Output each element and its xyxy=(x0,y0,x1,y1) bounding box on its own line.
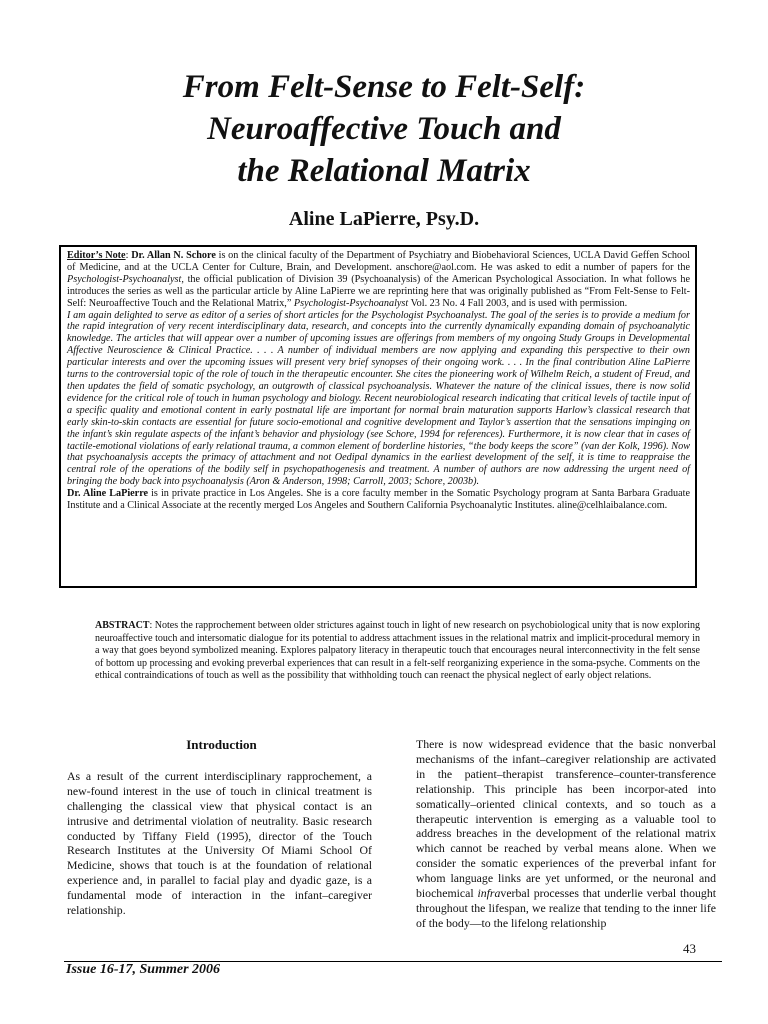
author-bio: Dr. Aline LaPierre is in private practice in Los Angeles. She is a core faculty member in the Somatic Psychology program at Santa Barbara Graduate Institute and a Clinical Associate at the recently merged Los Angeles and Southern California Psychoanalytic Institutes. aline@celhlaibalance.com. xyxy=(67,488,690,512)
editors-note-body: I am again delighted to serve as editor of a series of short articles for the Psychologist Psychoanalyst. The goal of the series is to provide a medium for the rapid integration of very recent interdisciplinary data, research, and concepts into the currently dynamically expanding domain of psychoanalytic knowledge. The articles that will appear over a number of upcoming issues are offerings from members of my ongoing Study Groups in Developmental Affective Neuroscience & Clinical Practice. . . . A number of individual members are now applying and expanding this perspective to their own particular interests and over the upcoming issues will present very brief synopses of their ongoing work. . . . In the final contribution Aline LaPierre turns to the controversial topic of the role of touch in the therapeutic encounter. She cites the pioneering work of Wilhelm Reich, a student of Freud, and then updates the field of somatic psychology, an outgrowth of classical psychoanalysis. Whatever the nature of the clinical issues, there is now solid evidence for the critical role of touch in human psychology and biology. Recent neurobiological research indicating that critical levels of tactile input of a specific quality and emotional content in early postnatal life are important for normal brain maturation supports Harlow’s classical research that early skin-to-skin contacts are essential for future socio-emotional and cognitive development and Taylor’s assertion that the sensations impinging on the infant’s skin regulate aspects of the infant’s behavior and physiology (see Schore, 1994 for references). Furthermore, it is now clear that in cases of tactile-emotional violations of early relational trauma, a common element of borderline histories, “the body keeps the score” (van der Kolk, 1996). Now that psychoanalysis accepts the primacy of attachment and not Oedipal dynamics in the earliest development of the self, it is time to reappraise the central role of the operations of the bodily self in psychopathogenesis and treatment. A number of authors are now addressing the urgent need of bringing the body back into psychoanalysis (Aron & Anderson, 1998; Carroll, 2003; Schore, 2003b). xyxy=(67,309,690,488)
title-line-1: From Felt-Sense to Felt-Self: xyxy=(182,69,586,105)
introduction-heading: Introduction xyxy=(186,737,257,752)
footer-issue: Issue 16-17, Summer 2006 xyxy=(66,962,221,977)
right-column xyxy=(416,737,716,930)
author-byline: Aline LaPierre, Psy.D. xyxy=(288,208,480,230)
abstract-label: ABSTRACT xyxy=(95,620,150,631)
abstract-text: : Notes the rapprochement between older strictures against touch in light of new research on psychobiological unity that is now exploring neuroaffective touch and intersomatic dialogue for its potential to address attachment issues in the relational matrix and implicit-procedural memory in a way that goes beyond symbolized meaning. Explores palpatory literacy in therapeutic touch that encourages neural interconnectivity in the felt sense of bottom up processing and evoking preverbal experiences that can result in a felt-self reorganizing experience in the soma-psyche. Comments on the ethical contraindications of touch as well as the possibility that withholding touch can reenact the physical neglect of early object relations. xyxy=(95,620,700,682)
journal-name: Psychologist-Psychoanalyst xyxy=(293,297,409,309)
editors-note-box xyxy=(59,245,697,588)
abstract xyxy=(95,620,700,683)
journal-name: Psychologist-Psychoanalyst xyxy=(67,273,182,285)
introduction-paragraph: As a result of the current interdisciplinary rapprochement, a new-found interest in the use of touch in clinical treatment is challenging the classical view that physical contact is an intrusive and detrimental violation of neutrality. Basic research conducted by Tiffany Field (1995), director of the Touch Research Institutes at the University Of Miami School Of Medicine, shows that touch is at the foundation of relational experience and, in parallel to facial play and dyadic gaze, is a fundamental mode of interaction in the infant–caregiver relationship. xyxy=(67,768,372,918)
title-line-3: the Relational Matrix xyxy=(237,153,531,189)
author-bio-name: Dr. Aline LaPierre xyxy=(67,488,149,500)
title-line-2: Neuroaffective Touch and xyxy=(207,111,561,147)
introduction-column xyxy=(67,738,372,918)
editor-name: Dr. Allan N. Schore xyxy=(131,250,216,261)
editors-note-intro: Editor’s Note: Dr. Allan N. Schore is on the clinical faculty of the Department of Psychiatry and Biobehavioral Sciences, UCLA David Geffen School of Medicine, and at the UCLA Center for Culture, Brain, and Development. anschore@aol.com. He was asked to edit a number of papers for the Psychologist-Psychoanalyst, the official publication of Division 39 (Psychoanalysis) of the American Psychological Association. In what follows he introduces the series as well as the particular article by Aline LaPierre we are reprinting here that was originally published as “From Felt-Sense to Felt-Self: Neuroaffective Touch and the Relational Matrix,” Psychologist-Psychoanalyst Vol. 23 No. 4 Fall 2003, and is used with permission. xyxy=(67,250,690,309)
article-title xyxy=(0,66,768,192)
page-number: 43 xyxy=(683,941,696,956)
editors-note-label: Editor’s Note xyxy=(67,250,126,261)
right-column-paragraph: There is now widespread evidence that the basic nonverbal mechanisms of the infant–caregiver relationship are activated in the patient–therapist transference–counter-transference relationship. This principle has been incorpor-ated into somatically–oriented clinical contexts, and so touch as a therapeutic intervention is emerging as a valuable tool to address breaches in the development of the relational matrix which cannot be reached by verbal means alone. When we consider the somatic experiences of the preverbal infant for whom language links are yet unformed, or the neuronal and biochemical infraverbal processes that underlie verbal thought throughout the lifespan, we realize that tending to the inner life of the body—to the lifelong relationship xyxy=(416,737,716,930)
